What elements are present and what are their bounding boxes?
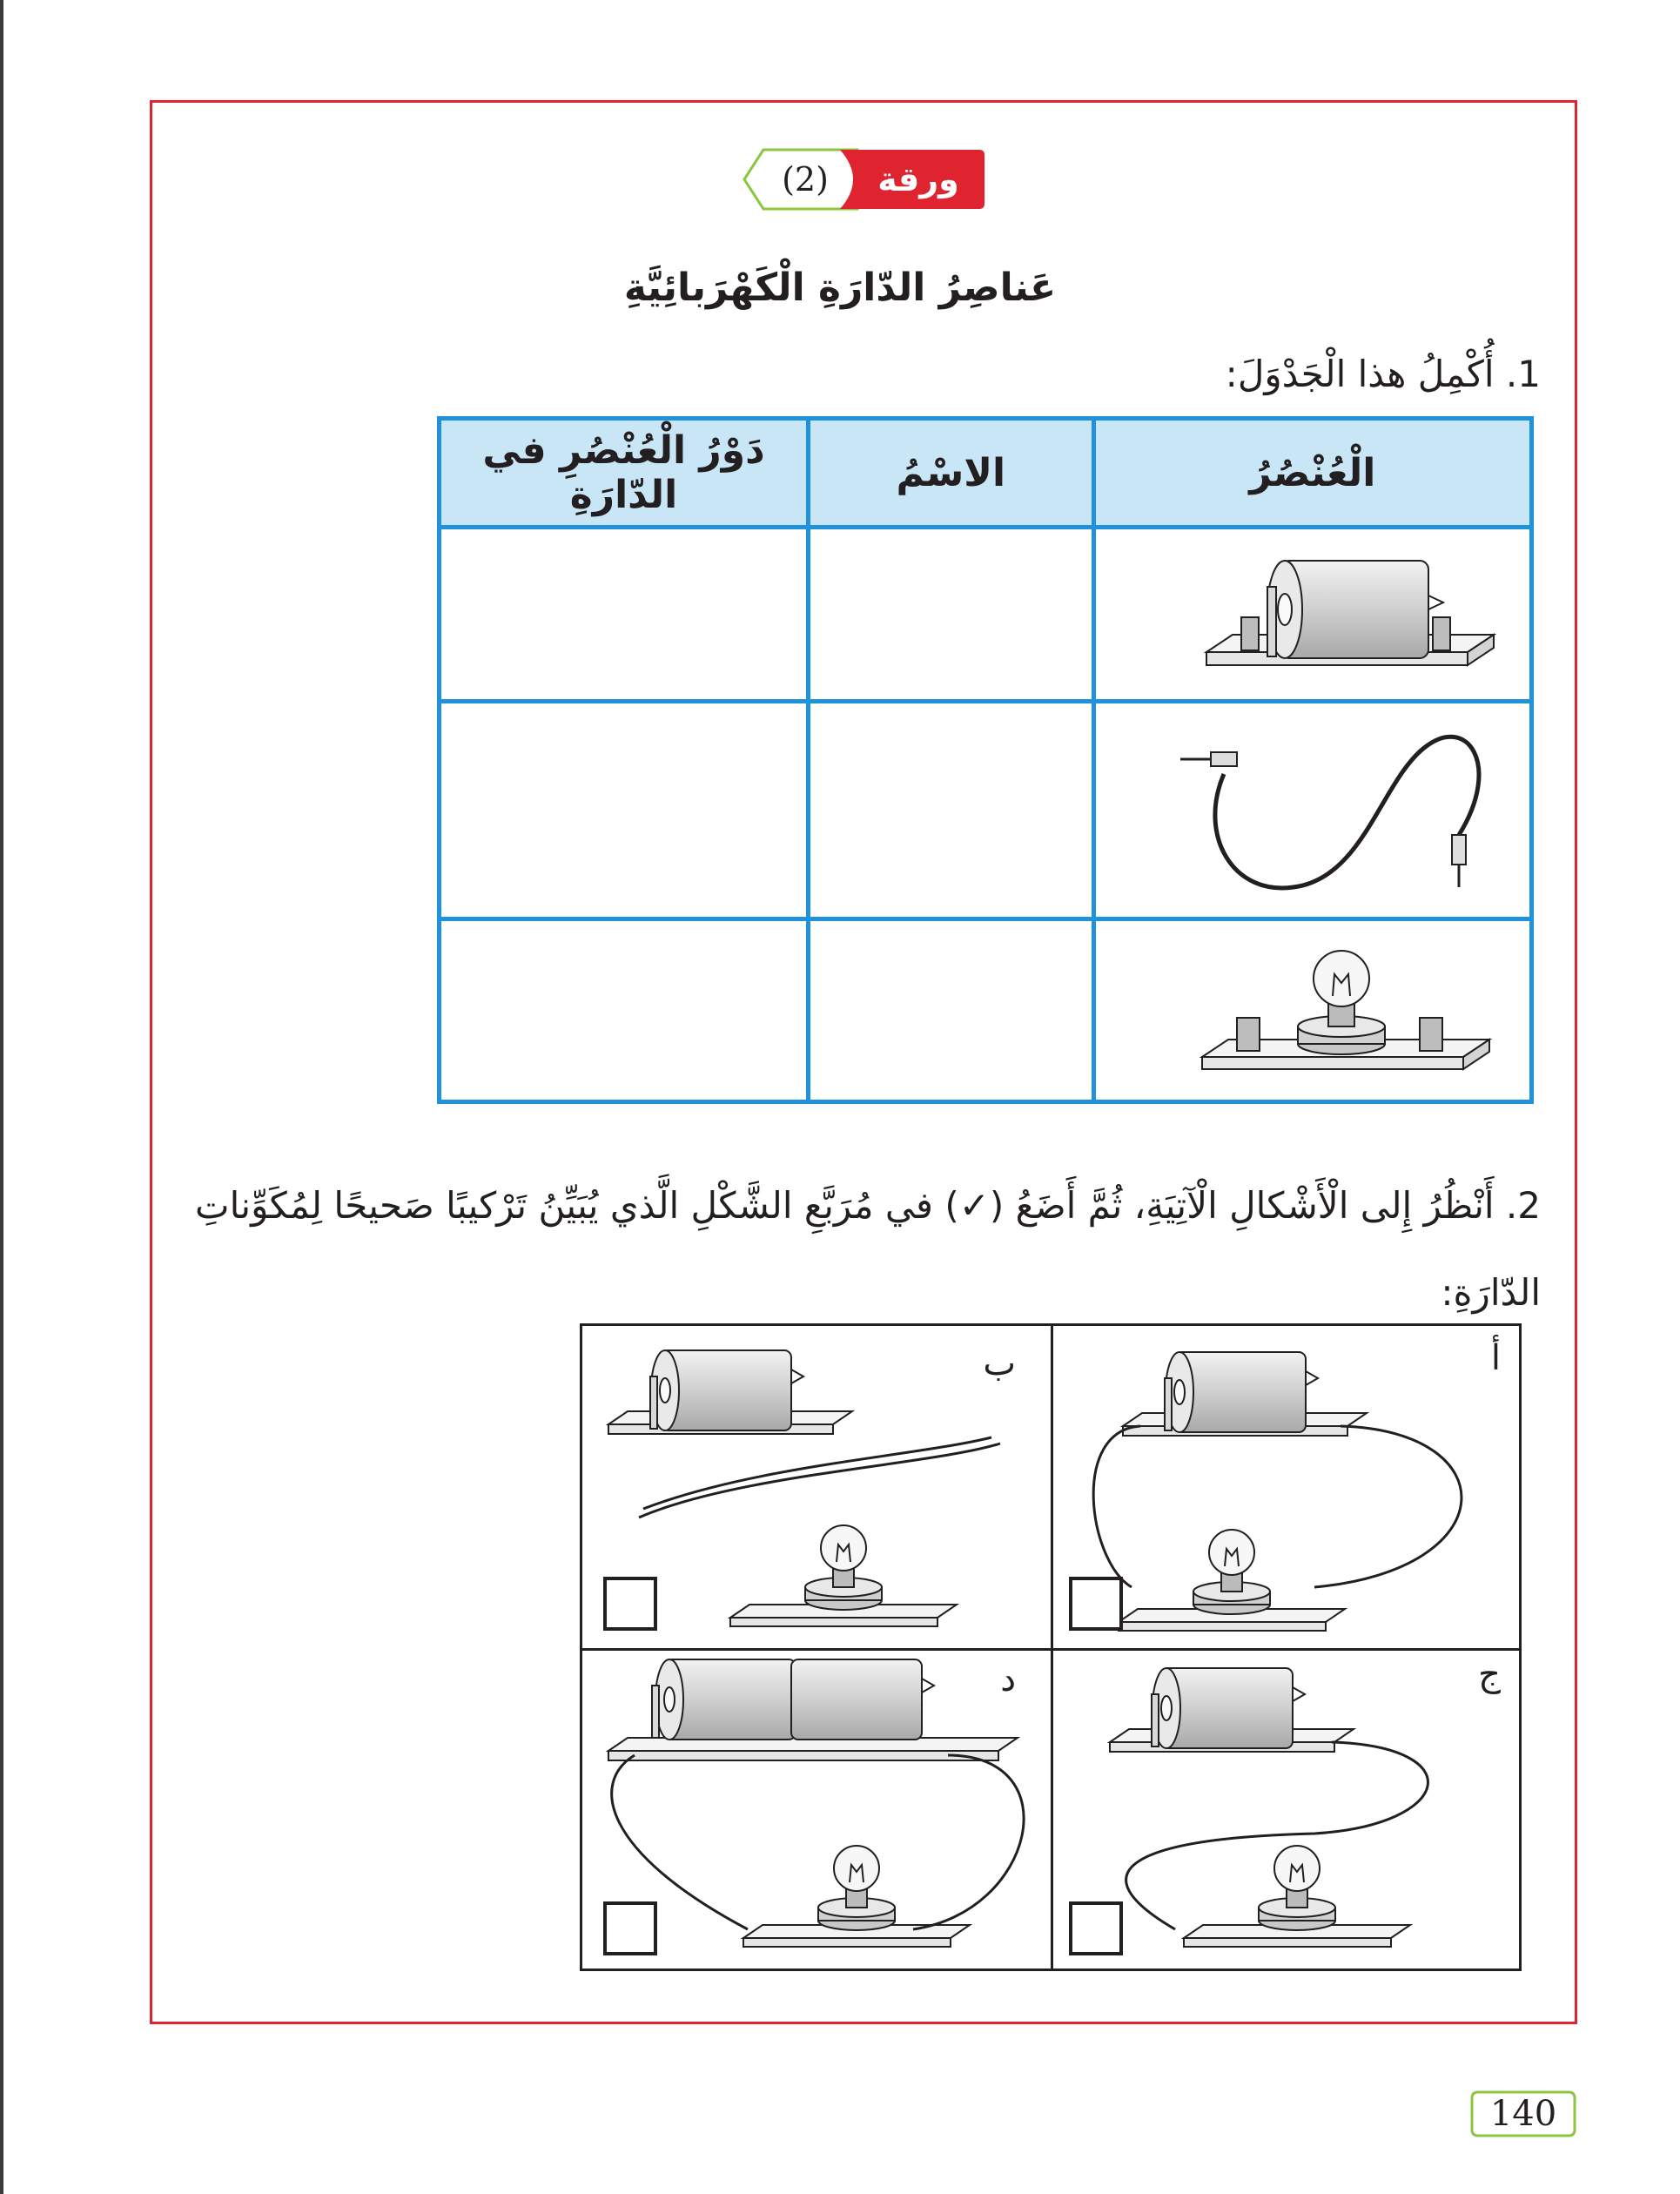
- checkbox-c[interactable]: [1071, 1903, 1121, 1954]
- role-answer-cell[interactable]: [440, 919, 809, 1102]
- elements-table: [437, 416, 1534, 1104]
- name-answer-cell[interactable]: [809, 702, 1094, 919]
- header-name: الاسْمُ: [809, 419, 1094, 528]
- checkbox-a[interactable]: [1071, 1578, 1121, 1629]
- wire-image: [1163, 713, 1529, 905]
- header-element: الْعُنْصُرُ: [1093, 419, 1531, 528]
- table-row: [440, 528, 1532, 702]
- bulb-image: [1163, 931, 1529, 1087]
- circuit-c-drawing: [1053, 1651, 1522, 1973]
- option-b: [582, 1326, 1051, 1648]
- table-header-row: [440, 419, 1532, 528]
- page-edge: [0, 0, 3, 2194]
- option-b-letter: ب: [983, 1343, 1016, 1383]
- worksheet-number: (2): [782, 160, 829, 199]
- bulb-cell: [1093, 919, 1531, 1102]
- role-answer-cell[interactable]: [440, 702, 809, 919]
- battery-image: [1163, 535, 1529, 691]
- option-a: [1053, 1326, 1522, 1648]
- role-answer-cell[interactable]: [440, 528, 809, 702]
- worksheet-badge: [736, 146, 988, 251]
- question-2: 2. أَنْظُرُ إِلى الْأَشْكالِ الْآتِيَةِ، ثُمَّ أَضَعُ (✓) في مُرَبَّعِ الشَّكْلِ الَّذي يُبَيِّنُ تَرْكيبًا صَحيحًا لِمُكَوِّناتِ الدّارَةِ:: [195, 1184, 1541, 1314]
- wire-cell: [1093, 702, 1531, 919]
- page-number: [1469, 2090, 1577, 2138]
- option-d-letter: د: [1000, 1659, 1016, 1699]
- checkbox-b[interactable]: [605, 1578, 655, 1629]
- question-1: 1. أُكْمِلُ هذا الْجَدْوَلَ:: [1225, 353, 1541, 395]
- checkbox-d[interactable]: [605, 1903, 655, 1954]
- circuit-a-drawing: [1053, 1326, 1522, 1648]
- table-row: [440, 919, 1532, 1102]
- circuit-d-drawing: [582, 1651, 1051, 1973]
- table-row: [440, 702, 1532, 919]
- name-answer-cell[interactable]: [809, 919, 1094, 1102]
- worksheet-label: ورقة عمل: [877, 160, 959, 251]
- option-c-letter: ج: [1478, 1654, 1501, 1694]
- page-title: عَناصِرُ الدّارَةِ الْكَهْرَبائِيَّةِ: [623, 266, 1057, 310]
- option-c: [1053, 1651, 1522, 1973]
- page-number-text: 140: [1489, 2094, 1557, 2134]
- header-role: دَوْرُ الْعُنْصُرِ في الدّارَةِ: [440, 419, 809, 528]
- name-answer-cell[interactable]: [809, 528, 1094, 702]
- circuit-b-drawing: [582, 1326, 1051, 1648]
- circuit-options-grid: [580, 1323, 1522, 1971]
- option-d: [582, 1651, 1051, 1973]
- option-a-letter: أ: [1490, 1338, 1501, 1378]
- battery-cell: [1093, 528, 1531, 702]
